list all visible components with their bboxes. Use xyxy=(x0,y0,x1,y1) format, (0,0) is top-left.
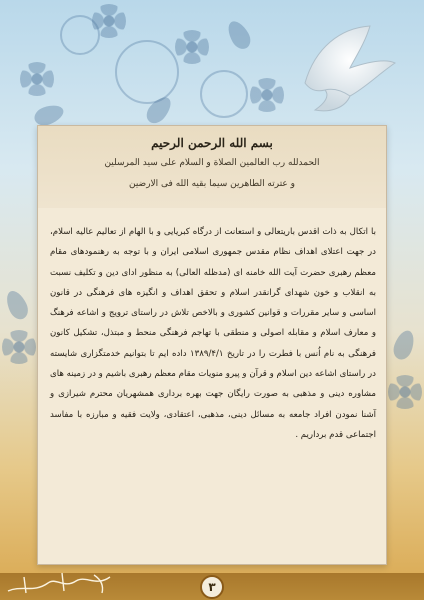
leaf-ornament-icon xyxy=(224,18,255,53)
flower-ornament-icon xyxy=(175,30,209,64)
basmala-heading: بسم الله الرحمن الرحیم xyxy=(151,136,273,150)
content-panel xyxy=(37,125,387,565)
panel-header xyxy=(38,126,386,208)
flower-ornament-icon xyxy=(20,62,54,96)
body-paragraph: با اتکال به ذات اقدس باریتعالی و استعانت از درگاه کبریایی و با الهام از تعالیم عالیه اسلام، در جهت اعتلای اهداف نظام مقدس جمهوری اسلامی ایران و با توجه به رهنمودهای مقام معظم رهبری حضرت آیت الله خامنه ای (مدظله العالی) به منظور ادای دین و تکلیف نسبت به انقلاب و خون شهدای گرانقدر اسلام و تحقق اهداف و انگیزه های فرهنگی در قانون اساسی و سایر مقررات و قوانین کشوری و بالاخص تلاش در راستای ترویج و اشاعه فرهنگ و معارف اسلام و مقابله اصولی و منطقی با تهاجم فرهنگی منحط و مبتذل، تشکیل کانون فرهنگی به نام اُنس با فطرت را در تاریخ ۱۳۸۹/۴/۱ داده ایم تا بتوانیم خدمتگزاری شایسته در راستای اشاعه دین اسلام و قرآن و پیرو منویات مقام معظم رهبری باشیم و در زمینه های مشاوره دینی و مذهبی به صورت رایگان جهت بهره برداری همشهریان محترم شیرازی و آشنا نمودن افراد جامعه به مسائل دینی، مذهبی، اعتقادی، ولایت فقیه و مبارزه با مفاسد اجتماعی قدم برداریم . xyxy=(50,227,376,440)
calligraphy-signature xyxy=(4,567,124,599)
dove-icon xyxy=(295,18,400,118)
flower-ornament-icon xyxy=(388,375,422,409)
page-number-badge: ۳ xyxy=(200,575,224,599)
praise-line-1: الحمدلله رب العالمین الصلاة و السلام علی سید المرسلین xyxy=(104,158,320,168)
flower-ornament-icon xyxy=(2,330,36,364)
leaf-ornament-icon xyxy=(3,288,32,323)
flower-ornament-icon xyxy=(250,78,284,112)
praise-line-2: و عترته الطاهرین سیما بقیه الله فی الارضین xyxy=(128,179,296,189)
leaf-ornament-icon xyxy=(390,328,417,362)
